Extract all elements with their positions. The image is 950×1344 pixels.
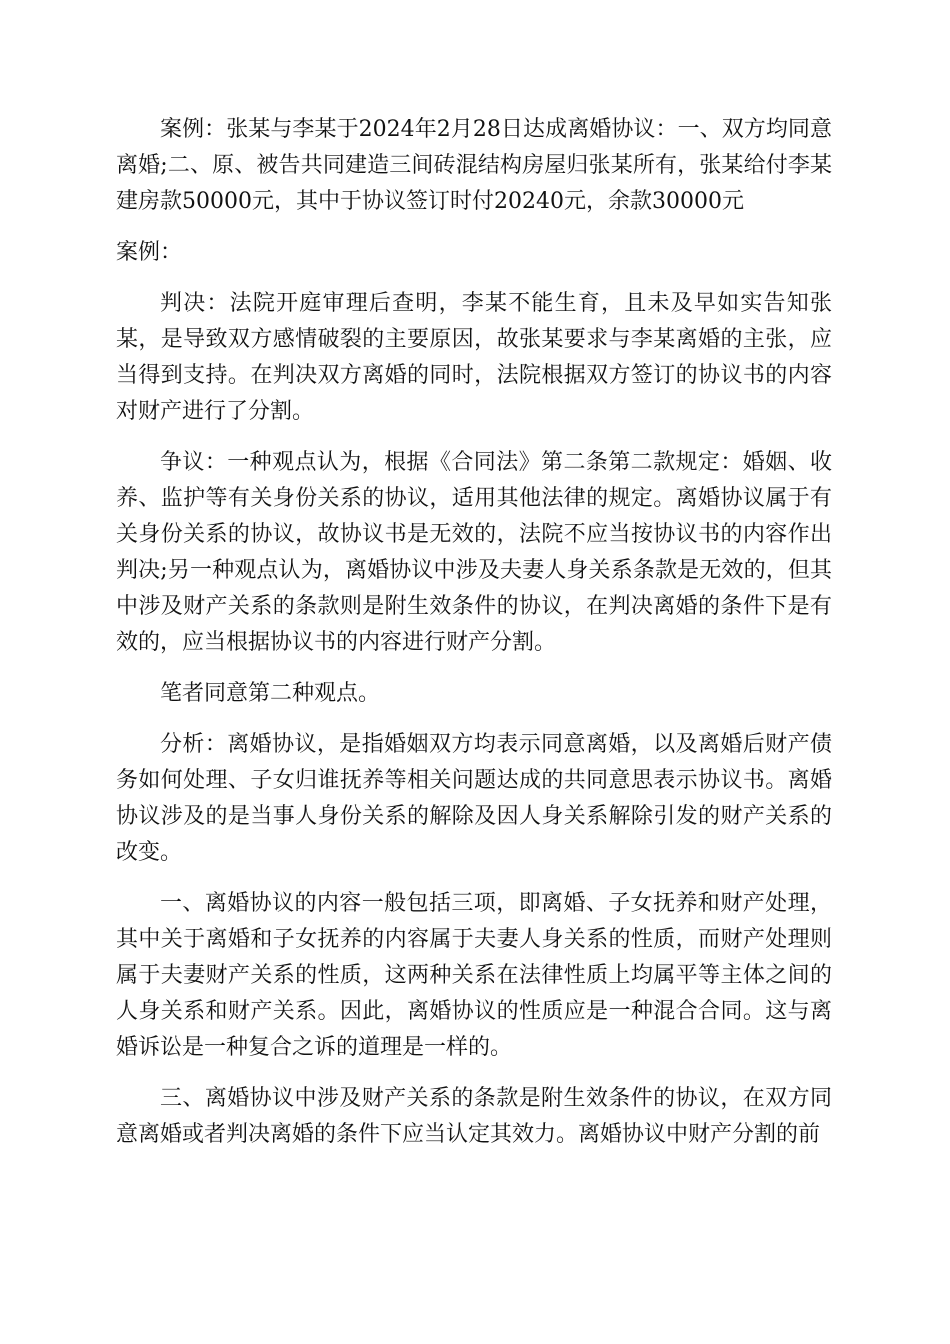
paragraph-point-three: 三、离婚协议中涉及财产关系的条款是附生效条件的协议，在双方同意离婚或者判决离婚的条件下应当认定其效力。离婚协议中财产分割的前 [116, 1086, 832, 1147]
paragraph-point-one: 一、离婚协议的内容一般包括三项，即离婚、子女抚养和财产处理，其中关于离婚和子女抚养的内容属于夫妻人身关系的性质，而财产处理则属于夫妻财产关系的性质，这两种关系在法律性质上均属平等主体之间的人身关系和财产关系。因此，离婚协议的性质应是一种混合合同。这与离婚诉讼是一种复合之诉的道理是一样的。 [116, 891, 832, 1060]
document-body [116, 112, 832, 1168]
paragraph-dispute: 争议：一种观点认为，根据《合同法》第二条第二款规定：婚姻、收养、监护等有关身份关系的协议，适用其他法律的规定。离婚协议属于有关身份关系的协议，故协议书是无效的，法院不应当按协议书的内容作出判决;另一种观点认为，离婚协议中涉及夫妻人身关系条款是无效的，但其中涉及财产关系的条款则是附生效条件的协议，在判决离婚的条件下是有效的，应当根据协议书的内容进行财产分割。 [116, 450, 832, 655]
paragraph-case-label: 案例： [116, 240, 183, 265]
paragraph-judgment: 判决：法院开庭审理后查明，李某不能生育，且未及早如实告知张某，是导致双方感情破裂的主要原因，故张某要求与李某离婚的主张，应当得到支持。在判决双方离婚的同时，法院根据双方签订的协议书的内容对财产进行了分割。 [116, 291, 832, 424]
paragraph-analysis: 分析：离婚协议，是指婚姻双方均表示同意离婚，以及离婚后财产债务如何处理、子女归谁抚养等相关问题达成的共同意思表示协议书。离婚协议涉及的是当事人身份关系的解除及因人身关系解除引发的财产关系的改变。 [116, 732, 832, 865]
paragraph-author-opinion: 笔者同意第二种观点。 [160, 681, 381, 706]
paragraph-case-facts: 案例：张某与李某于2024年2月28日达成离婚协议：一、双方均同意离婚;二、原、被告共同建造三间砖混结构房屋归张某所有，张某给付李某建房款50000元，其中于协议签订时付20240元，余款30000元 [116, 117, 832, 214]
